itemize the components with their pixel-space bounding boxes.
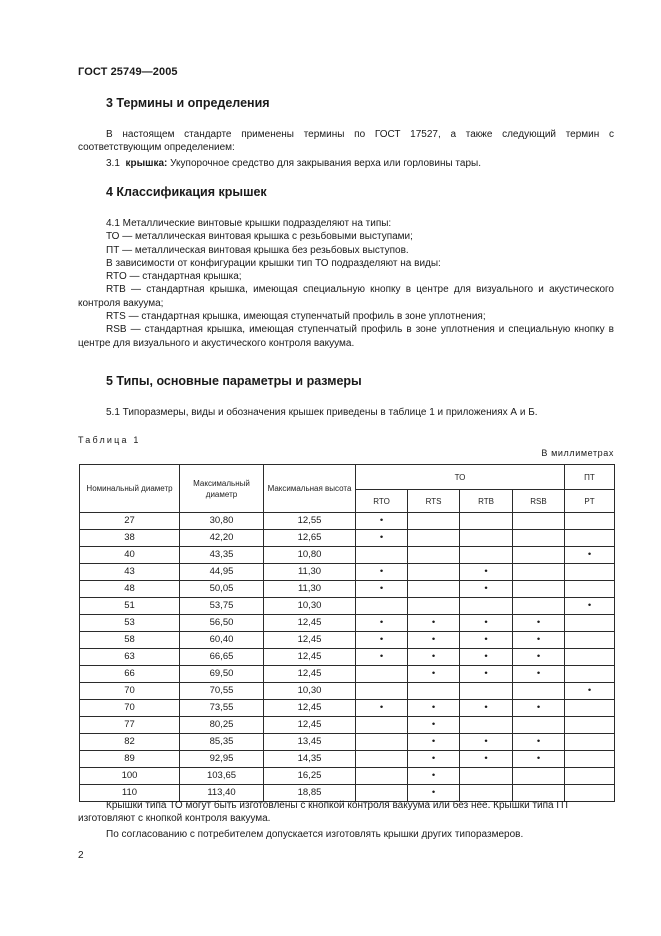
cell-rsb	[513, 768, 565, 785]
cell-rtb: •	[460, 700, 513, 717]
table-row	[80, 598, 615, 615]
table-row	[80, 768, 615, 785]
cell-rtb: •	[460, 734, 513, 751]
cell-rts	[408, 530, 460, 547]
header-group-to: ТО	[356, 465, 565, 490]
cell-rts: •	[408, 700, 460, 717]
cell-maxh: 10,30	[264, 683, 356, 700]
cell-rsb	[513, 683, 565, 700]
cell-rto: •	[356, 700, 408, 717]
section-4-line: RTS — стандартная крышка, имеющая ступенчатый профиль в зоне уплотнения;	[106, 311, 486, 323]
cell-rtb	[460, 717, 513, 734]
cell-maxh: 12,45	[264, 615, 356, 632]
cell-pt: •	[565, 683, 615, 700]
table-caption: Таблица 1	[78, 435, 141, 445]
cell-rts	[408, 564, 460, 581]
table-row	[80, 632, 615, 649]
cell-rtb	[460, 768, 513, 785]
cell-rtb: •	[460, 666, 513, 683]
cell-maxh: 11,30	[264, 581, 356, 598]
section-5-body	[78, 406, 614, 419]
term-definition: Укупорочное средство для закрывания верха или горловины тары.	[170, 157, 481, 169]
header-pt: PT	[565, 490, 615, 513]
cell-nom: 48	[80, 581, 180, 598]
cell-rts: •	[408, 666, 460, 683]
cell-rts: •	[408, 751, 460, 768]
cell-rtb: •	[460, 615, 513, 632]
cell-maxd: 92,95	[180, 751, 264, 768]
cell-maxh: 14,35	[264, 751, 356, 768]
cell-rtb: •	[460, 581, 513, 598]
cell-nom: 66	[80, 666, 180, 683]
cell-nom: 51	[80, 598, 180, 615]
cell-rts: •	[408, 632, 460, 649]
cell-pt	[565, 751, 615, 768]
cell-rtb: •	[460, 649, 513, 666]
cell-rto: •	[356, 615, 408, 632]
cell-rts	[408, 581, 460, 598]
cell-rtb: •	[460, 632, 513, 649]
cell-maxh: 12,45	[264, 632, 356, 649]
cell-maxd: 80,25	[180, 717, 264, 734]
cell-pt: •	[565, 598, 615, 615]
cell-pt	[565, 513, 615, 530]
table-row	[80, 666, 615, 683]
cell-maxh: 12,45	[264, 649, 356, 666]
cell-maxd: 56,50	[180, 615, 264, 632]
cell-rto: •	[356, 513, 408, 530]
cell-maxh: 13,45	[264, 734, 356, 751]
table-row	[80, 513, 615, 530]
cell-rsb	[513, 598, 565, 615]
table-row	[80, 649, 615, 666]
cell-rsb	[513, 530, 565, 547]
section-4-line: RSB — стандартная крышка, имеющая ступенчатый профиль в зоне уплотнения и специальную кнопку в центре для визуального и акустического контроля вакуума.	[78, 324, 614, 349]
cell-rto: •	[356, 649, 408, 666]
cell-nom: 89	[80, 751, 180, 768]
cell-nom: 38	[80, 530, 180, 547]
cell-rto	[356, 768, 408, 785]
cell-maxd: 42,20	[180, 530, 264, 547]
table-row	[80, 581, 615, 598]
cell-rts: •	[408, 649, 460, 666]
table-row	[80, 717, 615, 734]
section-4-body	[78, 217, 614, 350]
section-4-line: 4.1 Металлические винтовые крышки подразделяют на типы:	[106, 218, 392, 229]
header-rts: RTS	[408, 490, 460, 513]
cell-rsb	[513, 547, 565, 564]
cell-pt	[565, 717, 615, 734]
note-1: Крышки типа ТО могут быть изготовлены с кнопкой контроля вакуума или без нее. Крышки типа ПТ изготовляют с кнопкой контроля вакуума.	[78, 800, 570, 825]
section-4-line: ТО — металлическая винтовая крышка с резьбовыми выступами;	[106, 231, 413, 243]
cell-maxd: 44,95	[180, 564, 264, 581]
cell-nom: 40	[80, 547, 180, 564]
cell-rtb: •	[460, 751, 513, 768]
cell-rtb	[460, 530, 513, 547]
cell-rto	[356, 547, 408, 564]
cell-maxd: 30,80	[180, 513, 264, 530]
cell-maxd: 103,65	[180, 768, 264, 785]
section-4-title: 4 Классификация крышек	[106, 185, 267, 199]
table-body	[80, 513, 615, 802]
cell-rtb	[460, 598, 513, 615]
cell-pt	[565, 581, 615, 598]
header-max-height: Максимальная высота	[264, 465, 356, 513]
cell-rsb: •	[513, 700, 565, 717]
cell-rts	[408, 513, 460, 530]
cell-nom: 58	[80, 632, 180, 649]
table-notes	[78, 799, 614, 841]
section-4-line: ПТ — металлическая винтовая крышка без резьбовых выступов.	[106, 244, 409, 256]
table-row	[80, 564, 615, 581]
cell-maxd: 69,50	[180, 666, 264, 683]
cell-rto: •	[356, 564, 408, 581]
cell-nom: 100	[80, 768, 180, 785]
cell-rsb: •	[513, 615, 565, 632]
cell-rts: •	[408, 768, 460, 785]
cell-maxh: 11,30	[264, 564, 356, 581]
section-5-text: 5.1 Типоразмеры, виды и обозначения крышек приведены в таблице 1 и приложениях А и Б.	[106, 407, 538, 418]
section-3-title: 3 Термины и определения	[106, 96, 270, 110]
cell-pt	[565, 700, 615, 717]
cell-nom: 110	[80, 785, 180, 802]
table-row	[80, 530, 615, 547]
table-row	[80, 547, 615, 564]
header-rtb: RTB	[460, 490, 513, 513]
table-units: В миллиметрах	[541, 448, 614, 458]
cell-nom: 77	[80, 717, 180, 734]
cell-pt	[565, 768, 615, 785]
cell-nom: 70	[80, 683, 180, 700]
cell-rts: •	[408, 717, 460, 734]
cell-maxh: 12,45	[264, 717, 356, 734]
cell-rsb: •	[513, 734, 565, 751]
header-rto: RTO	[356, 490, 408, 513]
cell-rsb	[513, 513, 565, 530]
cell-rts: •	[408, 785, 460, 802]
cell-maxh: 12,45	[264, 666, 356, 683]
cell-maxh: 18,85	[264, 785, 356, 802]
cell-rts: •	[408, 615, 460, 632]
section-4-line: RTO — стандартная крышка;	[106, 271, 242, 283]
cell-maxh: 12,65	[264, 530, 356, 547]
cell-rto	[356, 666, 408, 683]
cell-rsb: •	[513, 751, 565, 768]
cell-nom: 82	[80, 734, 180, 751]
cell-pt	[565, 632, 615, 649]
table-row	[80, 751, 615, 768]
lids-table	[79, 464, 615, 802]
cell-rsb: •	[513, 666, 565, 683]
term-number: 3.1	[106, 157, 120, 169]
cell-rtb: •	[460, 564, 513, 581]
cell-rto: •	[356, 632, 408, 649]
cell-nom: 27	[80, 513, 180, 530]
cell-rto	[356, 734, 408, 751]
cell-maxh: 12,55	[264, 513, 356, 530]
cell-maxd: 60,40	[180, 632, 264, 649]
cell-rsb	[513, 564, 565, 581]
note-2: По согласованию с потребителем допускается изготовлять крышки других типоразмеров.	[106, 828, 524, 840]
cell-rts	[408, 598, 460, 615]
cell-rsb	[513, 581, 565, 598]
cell-maxh: 12,45	[264, 700, 356, 717]
header-nominal-diameter: Номинальный диаметр	[80, 465, 180, 513]
cell-maxd: 53,75	[180, 598, 264, 615]
cell-pt	[565, 649, 615, 666]
table-row	[80, 615, 615, 632]
page-number: 2	[78, 850, 84, 861]
cell-pt	[565, 615, 615, 632]
header-max-diameter: Максимальный диаметр	[180, 465, 264, 513]
cell-nom: 70	[80, 700, 180, 717]
cell-maxd: 73,55	[180, 700, 264, 717]
section-3-body	[78, 128, 614, 170]
cell-rto: •	[356, 530, 408, 547]
cell-nom: 63	[80, 649, 180, 666]
document-code: ГОСТ 25749—2005	[78, 66, 178, 78]
cell-pt	[565, 530, 615, 547]
cell-maxd: 70,55	[180, 683, 264, 700]
header-rsb: RSB	[513, 490, 565, 513]
cell-rsb: •	[513, 632, 565, 649]
section-5-title: 5 Типы, основные параметры и размеры	[106, 374, 362, 388]
term-3-1	[78, 157, 614, 170]
cell-pt	[565, 666, 615, 683]
cell-maxd: 85,35	[180, 734, 264, 751]
table-row	[80, 734, 615, 751]
cell-maxh: 16,25	[264, 768, 356, 785]
cell-maxh: 10,30	[264, 598, 356, 615]
cell-rtb	[460, 513, 513, 530]
term-word: крышка:	[125, 157, 168, 169]
cell-rsb: •	[513, 649, 565, 666]
cell-maxd: 43,35	[180, 547, 264, 564]
cell-rto	[356, 751, 408, 768]
section-4-line: В зависимости от конфигурации крышки тип ТО подразделяют на виды:	[106, 257, 441, 269]
cell-nom: 43	[80, 564, 180, 581]
section-3-intro: В настоящем стандарте применены термины по ГОСТ 17527, а также следующий термин с соответствующим определением:	[78, 129, 614, 154]
cell-pt	[565, 734, 615, 751]
header-group-pt: ПТ	[565, 465, 615, 490]
cell-rtb	[460, 683, 513, 700]
cell-maxd: 50,05	[180, 581, 264, 598]
cell-rto: •	[356, 581, 408, 598]
cell-rts	[408, 547, 460, 564]
cell-rto	[356, 598, 408, 615]
table-row	[80, 700, 615, 717]
cell-rtb	[460, 547, 513, 564]
table-row	[80, 683, 615, 700]
section-4-line: RTB — стандартная крышка, имеющая специальную кнопку в центре для визуального и акустического контроля вакуума;	[78, 284, 614, 309]
cell-rsb	[513, 717, 565, 734]
cell-rts: •	[408, 734, 460, 751]
cell-rto	[356, 683, 408, 700]
cell-maxd: 66,65	[180, 649, 264, 666]
cell-maxd: 113,40	[180, 785, 264, 802]
cell-maxh: 10,80	[264, 547, 356, 564]
cell-nom: 53	[80, 615, 180, 632]
cell-rto	[356, 717, 408, 734]
cell-pt: •	[565, 547, 615, 564]
cell-pt	[565, 564, 615, 581]
cell-rts	[408, 683, 460, 700]
